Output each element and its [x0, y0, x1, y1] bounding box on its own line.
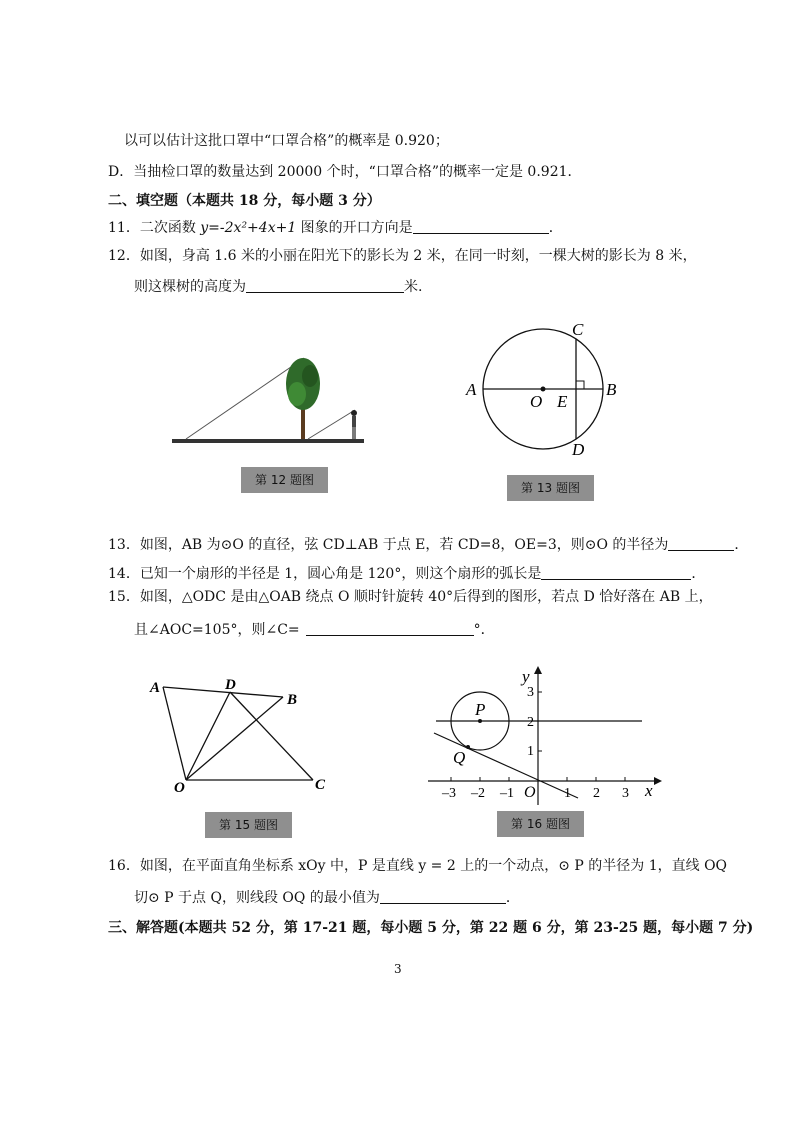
segment-ob — [186, 697, 283, 780]
label-d: D — [225, 677, 236, 693]
tick-label-x2: 2 — [593, 786, 600, 801]
tick-label-y1: 1 — [527, 744, 534, 759]
question-12-line1: 12．如图，身高 1.6 米的小丽在阳光下的影长为 2 米，在同一时刻，一棵大树的影长为 8 米， — [108, 248, 697, 264]
tree-trunk — [301, 405, 305, 439]
q13-answer-blank[interactable] — [668, 536, 734, 551]
tick-label-x1: 1 — [564, 786, 571, 801]
q15-answer-blank[interactable] — [306, 621, 474, 636]
label-e: E — [557, 392, 568, 411]
question-13 — [108, 536, 748, 554]
figure-12 — [170, 350, 370, 450]
q12-answer-blank[interactable] — [246, 278, 404, 293]
label-c: C — [572, 320, 584, 339]
ground-line — [172, 439, 364, 443]
option-c-continuation: 以可以估计这批口罩中“口罩合格”的概率是 0.920； — [124, 133, 449, 149]
segment-dc — [230, 692, 313, 780]
label-o: O — [174, 780, 185, 796]
q16-answer-blank[interactable] — [380, 889, 506, 904]
girl-body — [352, 416, 356, 427]
q11-prefix: 11．二次函数 — [108, 220, 201, 236]
label-a: A — [150, 680, 161, 696]
label-b: B — [287, 692, 298, 708]
q14-end: ． — [691, 566, 706, 582]
label-p: P — [475, 700, 486, 719]
label-a: A — [466, 380, 477, 399]
q15-degree: °． — [473, 622, 495, 638]
q16-end: ． — [505, 890, 520, 906]
figure-15 — [148, 676, 328, 796]
question-16-line1: 16．如图，在平面直角坐标系 xOy 中，P 是直线 y = 2 上的一个动点，⊙ P 的半径为 1，直线 OQ — [108, 858, 728, 874]
center-point — [541, 387, 546, 392]
option-d: D．当抽检口罩的数量达到 20000 个时，“口罩合格”的概率一定是 0.921． — [108, 164, 582, 180]
label-q: Q — [453, 748, 466, 767]
tick-label-xm2: –2 — [471, 786, 485, 801]
girl-sun-ray — [308, 410, 355, 439]
x-axis-arrow — [654, 777, 662, 785]
segment-od — [186, 692, 230, 780]
q13-end: ． — [734, 537, 749, 553]
tick-label-xm1: –1 — [500, 786, 514, 801]
q15-text: 且∠AOC=105°，则∠C= — [134, 622, 300, 638]
q11-answer-blank[interactable] — [413, 219, 549, 234]
segment-ab — [163, 687, 283, 697]
q12-text: 则这棵树的高度为 — [134, 279, 246, 295]
question-12-line2 — [134, 278, 422, 296]
q12-unit: 米. — [404, 279, 423, 295]
question-14 — [108, 565, 705, 583]
section-3-heading: 三、解答题(本题共 52 分，第 17-21 题，每小题 5 分，第 22 题 6 分，第 23-25 题，每小题 7 分) — [108, 920, 754, 936]
q14-answer-blank[interactable] — [541, 565, 691, 580]
point-p — [478, 719, 482, 723]
page-number: 3 — [394, 962, 402, 976]
q11-end: ． — [548, 220, 563, 236]
q16-text: 切⊙ P 于点 Q，则线段 OQ 的最小值为 — [134, 890, 380, 906]
right-angle-mark — [576, 381, 584, 389]
label-y-axis: y — [522, 667, 530, 686]
q11-text: 图象的开口方向是 — [296, 220, 413, 236]
q11-expression: y=-2x²+4x+1 — [200, 220, 297, 236]
caption-fig13: 第 13 题图 — [507, 475, 594, 501]
question-15-line2 — [134, 621, 495, 639]
tick-label-y2: 2 — [527, 715, 534, 730]
point-q — [466, 745, 470, 749]
q13-text: 13．如图，AB 为⊙O 的直径，弦 CD⊥AB 于点 E，若 CD=8，OE=3，则⊙O 的半径为 — [108, 537, 669, 553]
tick-label-x3: 3 — [622, 786, 629, 801]
label-b: B — [606, 380, 617, 399]
label-c: C — [315, 777, 326, 793]
y-axis-arrow — [534, 666, 542, 674]
girl-head — [351, 410, 357, 416]
label-d: D — [572, 440, 585, 459]
tree-sun-ray — [186, 358, 304, 439]
question-15-line1: 15．如图，△ODC 是由△OAB 绕点 O 顺时针旋转 40°后得到的图形，若点 D 恰好落在 AB 上， — [108, 589, 713, 605]
label-x-axis: x — [645, 781, 653, 800]
question-16-line2 — [134, 889, 520, 907]
segment-ao — [163, 687, 186, 780]
question-11 — [108, 219, 563, 237]
caption-fig16: 第 16 题图 — [497, 811, 584, 837]
label-origin: O — [524, 784, 536, 801]
caption-fig12: 第 12 题图 — [241, 467, 328, 493]
figure-16 — [420, 660, 660, 810]
caption-fig15: 第 15 题图 — [205, 812, 292, 838]
section-2-heading: 二、填空题（本题共 18 分，每小题 3 分） — [108, 193, 381, 209]
figure-13 — [462, 319, 632, 459]
tick-label-xm3: –3 — [442, 786, 456, 801]
tick-label-y3: 3 — [527, 685, 534, 700]
q14-text: 14．已知一个扇形的半径是 1，圆心角是 120°，则这个扇形的弧长是 — [108, 566, 542, 582]
label-o: O — [530, 392, 543, 411]
